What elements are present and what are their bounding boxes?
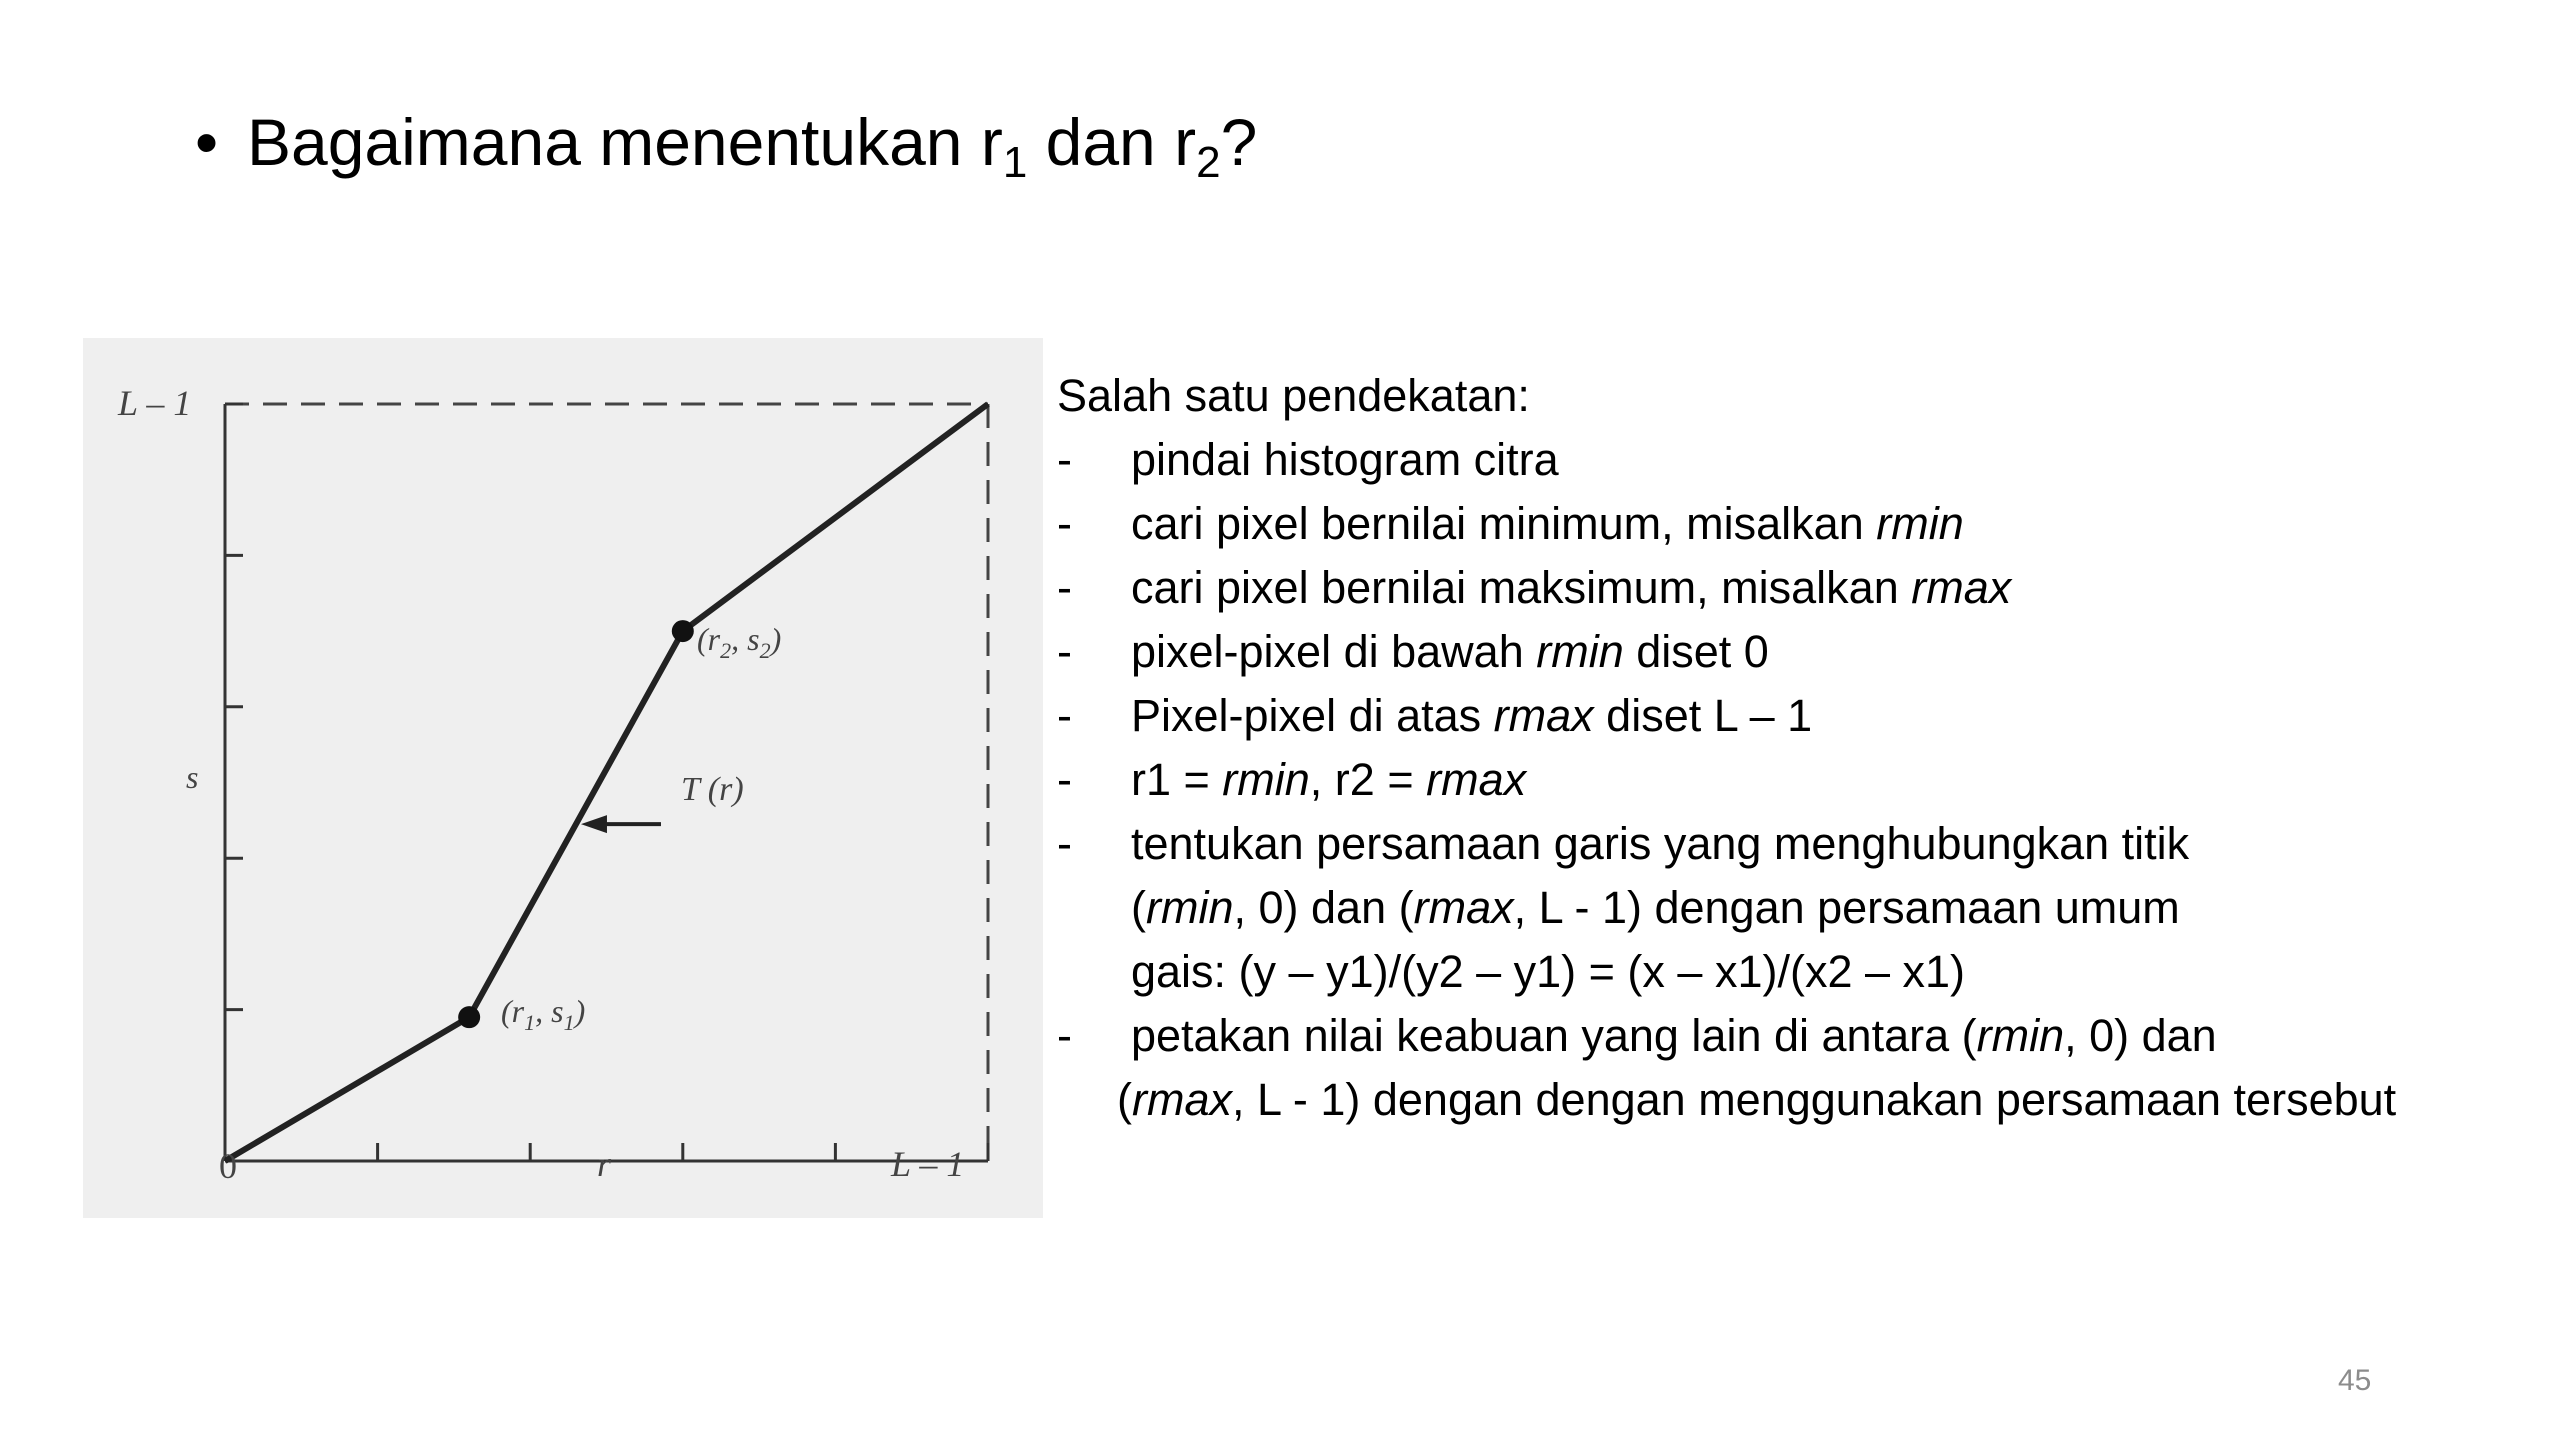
step-item <box>1057 556 2527 620</box>
step-text-part: ( <box>1117 1074 1132 1125</box>
step-dash: - <box>1057 754 1072 805</box>
point-2-label: ($r_2$, $s_2$) <box>697 621 782 663</box>
curve-label: T (r) <box>681 771 744 808</box>
step-dash: - <box>1057 498 1072 549</box>
point-2-r: r <box>707 621 721 657</box>
step-dash: - <box>1057 562 1072 613</box>
point-1-r: r <box>511 993 525 1029</box>
step-item <box>1057 428 2527 492</box>
italic-term: rmax <box>1132 1074 1232 1125</box>
step-text-part: pixel-pixel di bawah <box>1131 626 1537 677</box>
x-axis-end-tick-label: L – 1 <box>891 1144 965 1184</box>
step-list <box>1057 428 2527 1068</box>
y-axis-top-tick-label: L – 1 <box>118 383 192 423</box>
step-item <box>1057 812 2527 1004</box>
approach-heading: Salah satu pendekatan: <box>1057 370 1530 421</box>
step-text <box>1131 556 2527 620</box>
italic-term: rmin <box>1876 498 1964 549</box>
step-dash: - <box>1057 434 1072 485</box>
step-text-part: cari pixel bernilai maksimum, misalkan <box>1131 562 1912 613</box>
step-text-part: gais: (y – y1)/(y2 – y1) = (x – x1)/(x2 – x1) <box>1131 946 1966 997</box>
step-text-part: r1 = <box>1131 754 1223 805</box>
step-text-part: diset 0 <box>1623 626 1769 677</box>
step-text-part: diset L – 1 <box>1593 690 1813 741</box>
step-dash: - <box>1057 818 1072 869</box>
point-1-r-sub: 1 <box>524 1010 536 1035</box>
title-subscript: 1 <box>1002 138 1028 187</box>
italic-term: rmax <box>1911 562 2012 613</box>
step-dash: - <box>1057 626 1072 677</box>
step-item <box>1057 684 2527 748</box>
page-number: 45 <box>2338 1364 2372 1397</box>
step-text-part: , r2 = <box>1309 754 1427 805</box>
y-axis-label: s <box>186 759 199 795</box>
control-point-1 <box>458 1006 480 1028</box>
chart-marks <box>225 404 988 1161</box>
point-1-s: s <box>551 993 564 1029</box>
italic-term: rmin <box>1536 626 1624 677</box>
step-text <box>1131 748 2527 812</box>
step-continuation-line <box>1057 1068 2527 1132</box>
step-text-part: Pixel-pixel di atas <box>1131 690 1494 741</box>
title-text-part: dan r <box>1027 105 1197 179</box>
italic-term: rmin <box>1146 882 1234 933</box>
step-text <box>1131 812 2527 1004</box>
x-axis-label: r <box>597 1144 612 1184</box>
step-text-part: petakan nilai keabuan yang lain di antara ( <box>1131 1010 1977 1061</box>
step-text-part: cari pixel bernilai minimum, misalkan <box>1131 498 1877 549</box>
italic-term: rmin <box>1976 1010 2065 1061</box>
step-dash: - <box>1057 1010 1072 1061</box>
title-subscript: 2 <box>1196 138 1221 187</box>
point-1-s-sub: 1 <box>563 1010 575 1035</box>
italic-term: rmax <box>1426 754 1527 805</box>
step-text-part: , L - 1) dengan dengan menggunakan persamaan tersebut <box>1232 1074 2397 1125</box>
step-text <box>1131 620 2527 684</box>
step-text <box>1131 428 2527 492</box>
approach-description <box>1057 364 2527 1132</box>
point-2-s: s <box>747 621 760 657</box>
step-text-line <box>1131 876 2527 940</box>
point-2-r-sub: 2 <box>720 638 732 663</box>
curve-label-arrow-head <box>581 815 607 833</box>
step-text-line <box>1131 940 2527 1004</box>
x-axis-origin-label: 0 <box>219 1146 237 1186</box>
chart-axes <box>225 404 988 1161</box>
transformation-curve <box>225 404 988 1161</box>
italic-term: rmax <box>1493 690 1594 741</box>
italic-term: rmin <box>1222 754 1310 805</box>
step-text-part: , L - 1) dengan persamaan umum <box>1513 882 2180 933</box>
step-text <box>1131 1004 2527 1068</box>
step-text <box>1131 684 2527 748</box>
step-item <box>1057 1004 2527 1068</box>
title-text-part: Bagaimana menentukan r <box>247 105 1003 179</box>
italic-term: rmax <box>1413 882 1514 933</box>
title-text-part: ? <box>1220 105 1258 179</box>
bullet-icon: • <box>195 105 219 179</box>
contrast-stretching-figure <box>83 338 1043 1218</box>
step-item <box>1057 620 2527 684</box>
step-item <box>1057 748 2527 812</box>
control-point-2 <box>672 620 694 642</box>
step-dash: - <box>1057 690 1072 741</box>
slide-title <box>195 102 1258 187</box>
point-1-label: ($r_1$, $s_1$) <box>501 993 586 1035</box>
step-text-part: ( <box>1131 882 1146 933</box>
step-text-part: pindai histogram citra <box>1131 434 1559 485</box>
step-text <box>1131 492 2527 556</box>
transformation-chart <box>83 338 1043 1218</box>
point-2-s-sub: 2 <box>759 638 771 663</box>
step-text-line <box>1131 812 2527 876</box>
step-item <box>1057 492 2527 556</box>
step-text-part: , 0) dan <box>2064 1010 2217 1061</box>
step-text-part: tentukan persamaan garis yang menghubungkan titik <box>1131 818 2190 869</box>
step-text-part: , 0) dan ( <box>1233 882 1414 933</box>
